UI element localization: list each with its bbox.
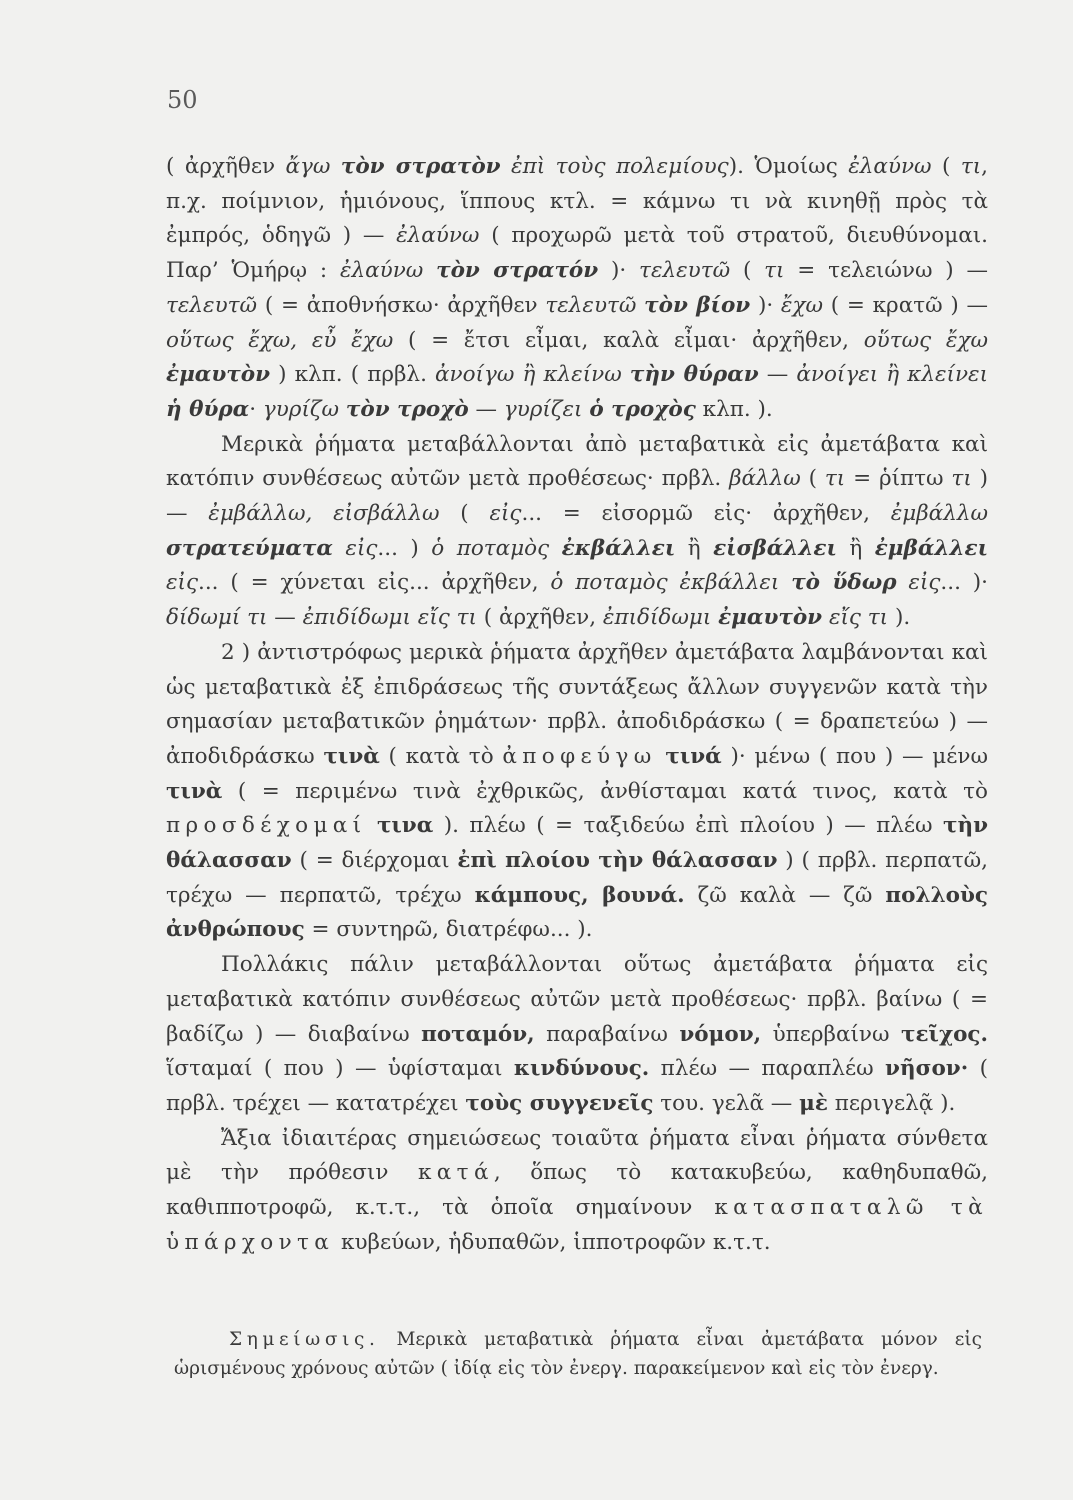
text-run: οὕτως ἔχω, εὖ ἔχω <box>166 327 394 353</box>
text-run: ) — <box>166 466 988 527</box>
text-run: ἐπιδίδωμι <box>602 605 719 631</box>
text-run: του. γελᾶ — <box>653 1090 800 1116</box>
paragraph-5 <box>166 1122 988 1261</box>
text-run: ἐπὶ πλοίου τὴν θάλασσαν <box>457 848 778 874</box>
text-run: — <box>468 396 504 422</box>
text-run: ἐμβάλλει <box>874 535 988 561</box>
text-run: περιγελᾷ ). <box>827 1090 956 1116</box>
text-run: ὁ ποταμὸς <box>431 535 562 561</box>
text-run: ( <box>439 501 490 527</box>
text-run: βάλλω <box>729 466 801 492</box>
text-run: τι <box>951 466 972 492</box>
text-run: ) ( πρβλ. περπατῶ, τρέχω — περπατῶ, τρέχω <box>166 848 989 908</box>
text-run: ἐλαύνω <box>848 154 932 179</box>
text-run: οὕτως ἔχω <box>863 327 989 353</box>
text-run: τινα <box>376 813 434 839</box>
text-run: τι <box>960 154 982 179</box>
text-run: ὑπερβαίνω <box>761 1021 901 1047</box>
text-run: ( πρβλ. τρέχει — κατατρέχει <box>166 1056 988 1116</box>
text-run: τινὰ <box>323 743 380 769</box>
text-run <box>897 570 909 595</box>
text-run: τὸ ὕδωρ <box>791 570 897 596</box>
text-run: ( <box>800 466 825 492</box>
text-run: στρατεύματα <box>166 535 333 561</box>
text-run: )· <box>598 258 640 284</box>
text-run: τὸν τροχὸ <box>345 396 469 422</box>
text-run: τὴν θάλασσαν <box>166 813 988 874</box>
text-run: — <box>758 362 797 388</box>
note-paragraph <box>174 1325 982 1383</box>
text-run: εἰς <box>489 501 522 527</box>
text-run: κατασπαταλῶ <box>714 1195 929 1221</box>
text-run: ζῶ καλὰ — ζῶ <box>684 882 886 908</box>
text-run: ἀποφεύγω <box>502 743 657 769</box>
text-run: ἐκβάλλει <box>561 535 676 561</box>
text-run: παραβαίνω <box>534 1021 680 1047</box>
text-run: Ἄξια ἰδιαιτέρας σημειώσεως τοιαῦτα ῥήματα εἶναι ῥήματα σύνθετα μὲ τὴν πρόθεσιν <box>166 1125 988 1186</box>
text-run: ( = ἔτσι εἶμαι, καλὰ εἶμαι· ἀρχῆθεν, <box>393 327 864 353</box>
text-run: τὸν βίον <box>644 292 751 318</box>
text-run: ... ( = χύνεται εἰς... ἀρχῆθεν, <box>198 570 551 596</box>
text-run: πλέω — παραπλέω <box>649 1056 886 1082</box>
text-run: ἀνοίγει ἢ κλείνει <box>796 362 988 388</box>
text-run: εἰσβάλλει <box>713 535 837 561</box>
text-run: προσδέχομαί <box>166 813 367 839</box>
text-run: ... )· <box>940 570 989 596</box>
text-run: ἐλαύνω <box>339 258 437 284</box>
text-run: ἐπιδίδωμι εἴς τι <box>302 605 477 631</box>
text-run: τὸν στρατὸν <box>340 154 501 179</box>
text-run: τὰ ὑπάρχοντα <box>166 1195 988 1255</box>
paragraph-4 <box>166 948 988 1122</box>
text-run: )· μένω ( που ) — μένω <box>721 743 988 769</box>
text-run: ἐμβάλλω <box>890 501 988 527</box>
text-run: · <box>249 396 263 422</box>
text-run: ( = κρατῶ ) — <box>823 292 988 318</box>
paragraph-2 <box>166 428 988 636</box>
text-run: ) κλπ. ( πρβλ. <box>270 362 436 388</box>
paragraph-3 <box>166 636 988 948</box>
text-run: κατά <box>417 1160 494 1186</box>
text-run: ). πλέω ( = ταξιδεύω ἐπὶ πλοίου ) — πλέω <box>433 813 943 839</box>
text-run: εἴς τι <box>828 605 889 631</box>
text-run: ἐμαυτὸν <box>718 605 823 631</box>
text-run: ἐμαυτὸν <box>166 362 270 388</box>
text-run: ἐμβάλλω, εἰσβάλλω <box>208 501 440 527</box>
text-run <box>333 536 345 561</box>
text-run: = ῥίπτω <box>845 466 952 492</box>
text-run: ἄγω <box>285 154 341 179</box>
text-run <box>367 813 377 838</box>
text-run: ὁ τροχὸς <box>589 396 696 422</box>
text-run: ( = περιμένω τινὰ ἐχθρικῶς, ἀνθίσταμαι κατά τινος, κατὰ τὸ <box>222 778 988 804</box>
footnote <box>174 1325 982 1383</box>
text-run: , ὅπως τὸ κατακυβεύω, καθηδυπαθῶ, καθιπποτροφῶ, κ.τ.τ., τὰ ὁποῖα σημαίνουν <box>166 1160 988 1221</box>
text-run: ( <box>730 258 765 284</box>
text-run: ἔχω <box>780 292 824 318</box>
text-run: Πολλάκις πάλιν μεταβάλλονται οὕτως ἀμετάβατα ῥήματα εἰς μεταβατικὰ κατόπιν συνθέσεως αὐτῶν μετὰ προθέσεως· πρβλ. βαίνω ( = βαδίζω ) — διαβαίνω <box>166 952 988 1047</box>
text-run: 2 ) ἀντιστρόφως μερικὰ ῥήματα ἀρχῆθεν ἀμετάβατα λαμβάνονται καὶ ὡς μεταβατικὰ ἐξ ἐπιδράσεως τῆς συντάξεως ἄλλων συγγενῶν κατὰ τὴν σημασίαν μεταβατικῶν ῥημάτων· πρβλ. ἀποδιδράσκω ( = δραπετεύω ) — ἀποδιδράσκω <box>166 639 988 769</box>
text-run: κλπ. ). <box>695 396 773 422</box>
text-run: τελευτῶ <box>166 292 258 318</box>
text-run: ἐπὶ τοὺς πολεμίους <box>500 154 729 179</box>
text-run: ). <box>888 605 911 631</box>
text-run: τελευτῶ <box>545 292 645 318</box>
body-text <box>166 150 988 1261</box>
text-run: πολλοὺς ἀνθρώπους <box>166 882 988 943</box>
text-run: , π.χ. ποίμνιον, ἡμιόνους, ἵππους κτλ. = κάμνω τι νὰ κινηθῇ πρὸς τὰ ἐμπρός, ὁδηγῶ ) — <box>166 154 989 249</box>
text-run: ( ἀρχῆθεν, <box>476 605 603 631</box>
text-run: νῆσον· <box>885 1056 969 1082</box>
text-run: ( <box>931 154 961 179</box>
text-run: ἢ <box>836 535 875 561</box>
text-run: ... = εἰσορμῶ εἰς· ἀρχῆθεν, <box>521 501 891 527</box>
text-run: Μερικὰ μεταβατικὰ ῥήματα εἶναι ἀμετάβατα μόνον εἰς ὡρισμένους χρόνους αὐτῶν ( ἰδίᾳ εἰς τὸν ἐνεργ. παρακείμενον καὶ εἰς τὸν ἐνεργ. <box>174 1329 982 1379</box>
text-run: ( = ἀποθνήσκω· ἀρχῆθεν <box>257 292 546 318</box>
text-run: ). Ὁμοίως <box>728 154 849 179</box>
text-run: ἡ θύρα <box>166 396 250 422</box>
text-run: τοὺς συγγενεῖς <box>465 1090 654 1116</box>
text-run: Μερικὰ ῥήματα μεταβάλλονται ἀπὸ μεταβατικὰ εἰς ἀμετάβατα καὶ κατόπιν συνθέσεως αὐτῶν μετὰ προθέσεως· πρβλ. <box>166 431 988 492</box>
text-run: ( κατὰ τὸ <box>379 743 503 769</box>
text-run <box>822 605 829 630</box>
text-run: ... ) <box>377 535 432 561</box>
text-run: κάμπους, βουνά. <box>474 882 685 908</box>
text-run: τινά <box>665 743 722 769</box>
text-run: Σημείωσις. <box>229 1329 380 1350</box>
text-run: ποταμόν, <box>421 1021 535 1047</box>
text-run: ( = διέρχομαι <box>291 848 458 874</box>
text-run: τι <box>764 258 785 284</box>
text-run: δίδωμί τι <box>166 605 268 631</box>
text-run: εἰς <box>345 535 378 561</box>
text-run: ( προχωρῶ μετὰ τοῦ στρατοῦ, διευθύνομαι. Παρ’ Ὁμήρῳ : <box>166 223 988 284</box>
text-run: ἀνοίγω ἢ κλείνω <box>435 362 630 388</box>
paragraph-1 <box>166 150 988 428</box>
page-number: 50 <box>167 86 198 114</box>
text-run: — <box>267 605 303 631</box>
text-run: νόμον, <box>679 1021 762 1047</box>
text-run: τὸν στρατόν <box>436 258 599 284</box>
text-run: κυβεύων, ἡδυπαθῶν, ἱπποτροφῶν κ.τ.τ. <box>334 1229 771 1255</box>
text-run: γυρίζω <box>262 396 346 422</box>
text-run: τι <box>824 466 846 492</box>
text-run: γυρίζει <box>503 396 590 422</box>
text-run: τελευτῶ <box>639 258 731 284</box>
text-run: τεῖχος. <box>901 1021 988 1047</box>
text-run: κινδύνους. <box>513 1056 650 1082</box>
text-run: = τελειώνω ) — <box>784 258 988 284</box>
text-run: = συντηρῶ, διατρέφω... ). <box>304 917 593 943</box>
text-run: τινὰ <box>166 778 223 804</box>
text-run: εἰς <box>908 570 941 596</box>
text-run: τὴν θύραν <box>629 362 759 388</box>
text-run: εἰς <box>166 570 199 596</box>
text-run: ( ἀρχῆθεν <box>166 154 286 179</box>
text-run: ὁ ποταμὸς ἐκβάλλει <box>550 570 792 596</box>
text-run: ἐλαύνω <box>396 223 480 249</box>
text-run: )· <box>750 292 781 318</box>
text-run <box>929 1195 951 1220</box>
text-run: ἢ <box>675 535 714 561</box>
text-run: μὲ <box>799 1090 828 1116</box>
text-run: ἵσταμαί ( που ) — ὑφίσταμαι <box>166 1056 514 1082</box>
